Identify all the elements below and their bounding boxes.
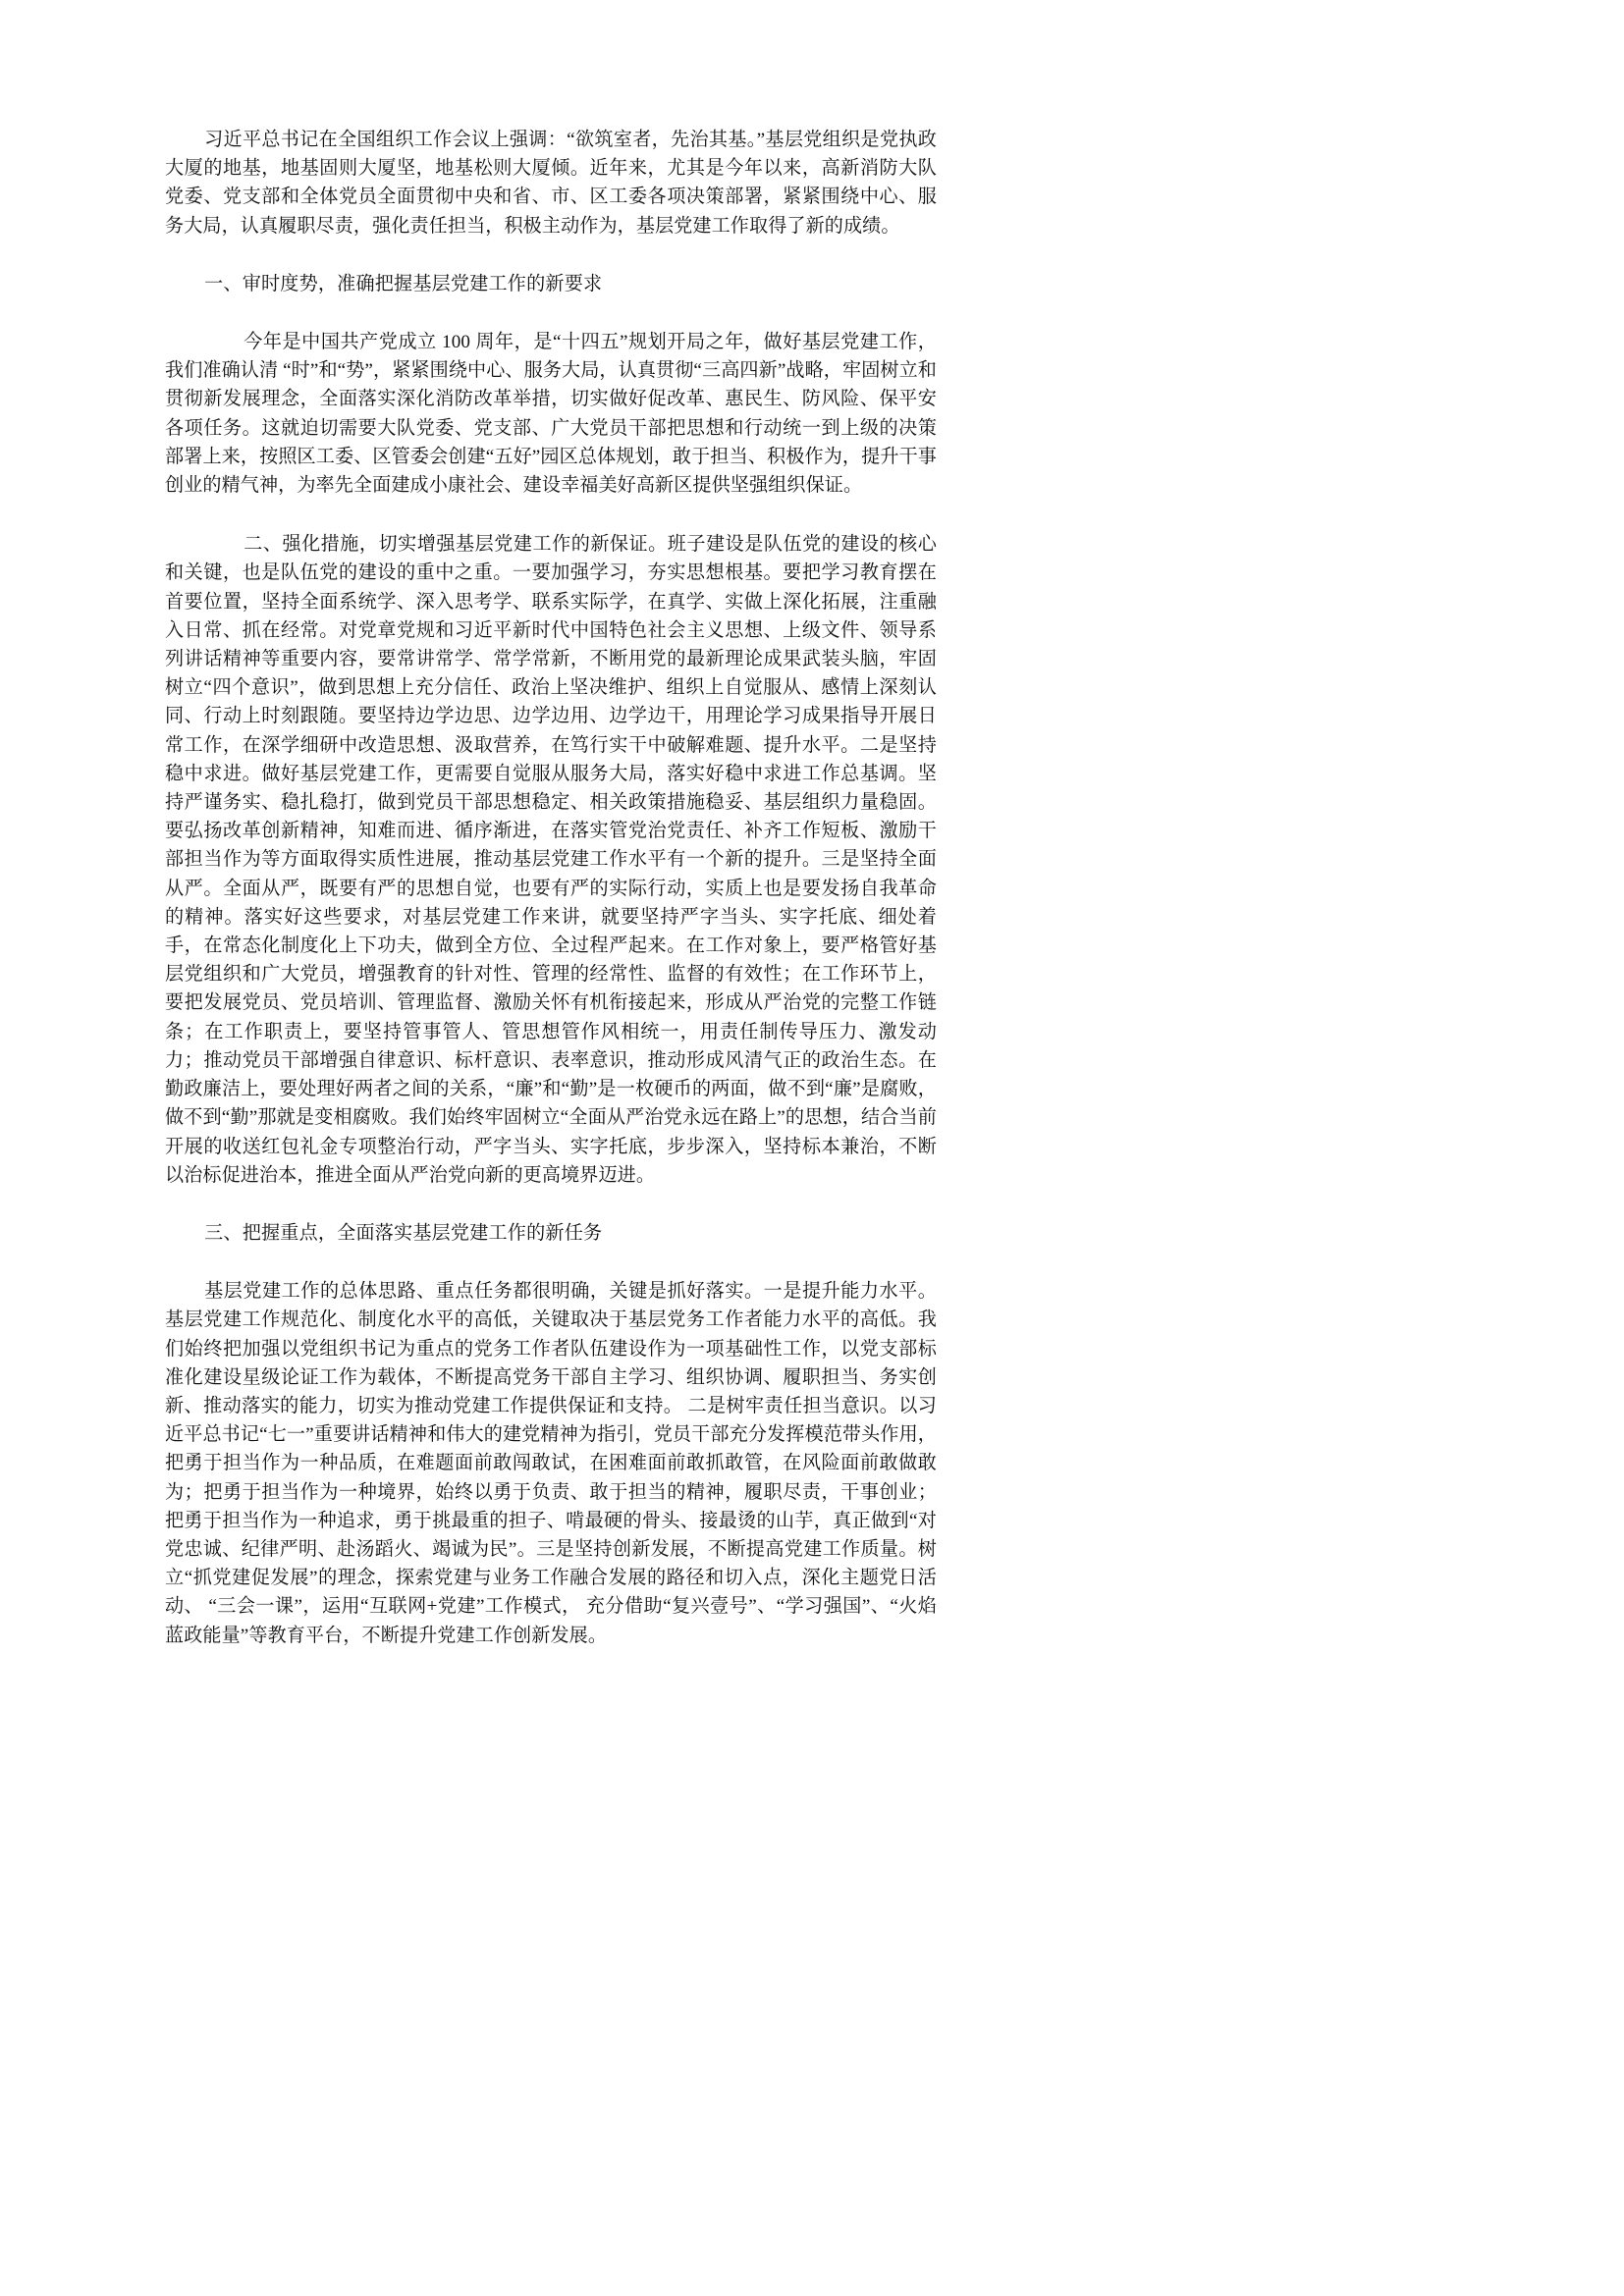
section-heading-three: 三、把握重点，全面落实基层党建工作的新任务 <box>204 1222 603 1244</box>
paragraph-spacer <box>165 298 937 328</box>
section-heading-one: 一、审时度势，准确把握基层党建工作的新要求 <box>204 273 603 294</box>
paragraph-spacer <box>165 1190 937 1219</box>
paragraph-spacer <box>165 1248 937 1277</box>
paragraph-section-one-body: 今年是中国共产党成立 100 周年，是“十四五”规划开局之年，做好基层党建工作，我们准确认清 “时”和“势”，紧紧围绕中心、服务大局，认真贯彻“三高四新”战略，牢固树立和贯彻新发展理念，全面落实深化消防改革举措，切实做好促改革、惠民生、防风险、保平安各项任务。这就迫切需要大队党委、党支部、广大党员干部把思想和行动统一到上级的决策部署上来，按照区工委、区管委会创建“五好”园区总体规划，敢于担当、积极作为，提升干事创业的精气神，为率先全面建成小康社会、建设幸福美好高新区提供坚强组织保证。 <box>165 332 937 497</box>
paragraph-intro: 习近平总书记在全国组织工作会议上强调：“欲筑室者，先治其基。”基层党组织是党执政大厦的地基，地基固则大厦坚，地基松则大厦倾。近年来，尤其是今年以来，高新消防大队党委、党支部和全体党员全面贯彻中央和省、市、区工委各项决策部署，紧紧围绕中心、服务大局，认真履职尽责，强化责任担当，积极主动作为，基层党建工作取得了新的成绩。 <box>165 130 937 237</box>
document-content <box>165 126 937 1650</box>
paragraph-section-two-body: 二、强化措施，切实增强基层党建工作的新保证。班子建设是队伍党的建设的核心和关键，也是队伍党的建设的重中之重。一要加强学习，夯实思想根基。要把学习教育摆在首要位置，坚持全面系统学、深入思考学、联系实际学，在真学、实做上深化拓展，注重融入日常、抓在经常。对党章党规和习近平新时代中国特色社会主义思想、上级文件、领导系列讲话精神等重要内容，要常讲常学、常学常新，不断用党的最新理论成果武装头脑，牢固树立“四个意识”，做到思想上充分信任、政治上坚决维护、组织上自觉服从、感情上深刻认同、行动上时刻跟随。要坚持边学边思、边学边用、边学边干，用理论学习成果指导开展日常工作，在深学细研中改造思想、汲取营养，在笃行实干中破解难题、提升水平。二是坚持稳中求进。做好基层党建工作，更需要自觉服从服务大局，落实好稳中求进工作总基调。坚持严谨务实、稳扎稳打，做到党员干部思想稳定、相关政策措施稳妥、基层组织力量稳固。要弘扬改革创新精神，知难而进、循序渐进，在落实管党治党责任、补齐工作短板、激励干部担当作为等方面取得实质性进展，推动基层党建工作水平有一个新的提升。三是坚持全面从严。全面从严，既要有严的思想自觉，也要有严的实际行动，实质上也是要发扬自我革命的精神。落实好这些要求，对基层党建工作来讲，就要坚持严字当头、实字托底、细处着手，在常态化制度化上下功夫，做到全方位、全过程严起来。在工作对象上，要严格管好基层党组织和广大党员，增强教育的针对性、管理的经常性、监督的有效性；在工作环节上，要把发展党员、党员培训、管理监督、激励关怀有机衔接起来，形成从严治党的完整工作链条；在工作职责上，要坚持管事管人、管思想管作风相统一，用责任制传导压力、激发动力；推动党员干部增强自律意识、标杆意识、表率意识，推动形成风清气正的政治生态。在勤政廉洁上，要处理好两者之间的关系，“廉”和“勤”是一枚硬币的两面，做不到“廉”是腐败，做不到“勤”那就是变相腐败。我们始终牢固树立“全面从严治党永远在路上”的思想，结合当前开展的收送红包礼金专项整治行动，严字当头、实字托底，步步深入，坚持标本兼治，不断以治标促进治本，推进全面从严治党向新的更高境界迈进。 <box>165 534 937 1186</box>
paragraph-section-three-body: 基层党建工作的总体思路、重点任务都很明确，关键是抓好落实。一是提升能力水平。基层党建工作规范化、制度化水平的高低，关键取决于基层党务工作者能力水平的高低。我们始终把加强以党组织书记为重点的党务工作者队伍建设作为一项基础性工作，以党支部标准化建设星级论证工作为载体，不断提高党务干部自主学习、组织协调、履职担当、务实创新、推动落实的能力，切实为推动党建工作提供保证和支持。 二是树牢责任担当意识。以习近平总书记“七一”重要讲话精神和伟大的建党精神为指引，党员干部充分发挥模范带头作用，把勇于担当作为一种品质，在难题面前敢闯敢试，在困难面前敢抓敢管，在风险面前敢做敢为；把勇于担当作为一种境界，始终以勇于负责、敢于担当的精神，履职尽责，干事创业；把勇于担当作为一种追求，勇于挑最重的担子、啃最硬的骨头、接最烫的山芋，真正做到“对党忠诚、纪律严明、赴汤蹈火、竭诚为民”。三是坚持创新发展，不断提高党建工作质量。树立“抓党建促发展”的理念，探索党建与业务工作融合发展的路径和切入点，深化主题党日活动、 “三会一课”，运用“互联网+党建”工作模式， 充分借助“复兴壹号”、“学习强国”、“火焰蓝政能量”等教育平台，不断提升党建工作创新发展。 <box>165 1281 937 1646</box>
paragraph-spacer <box>165 500 937 530</box>
paragraph-spacer <box>165 240 937 270</box>
